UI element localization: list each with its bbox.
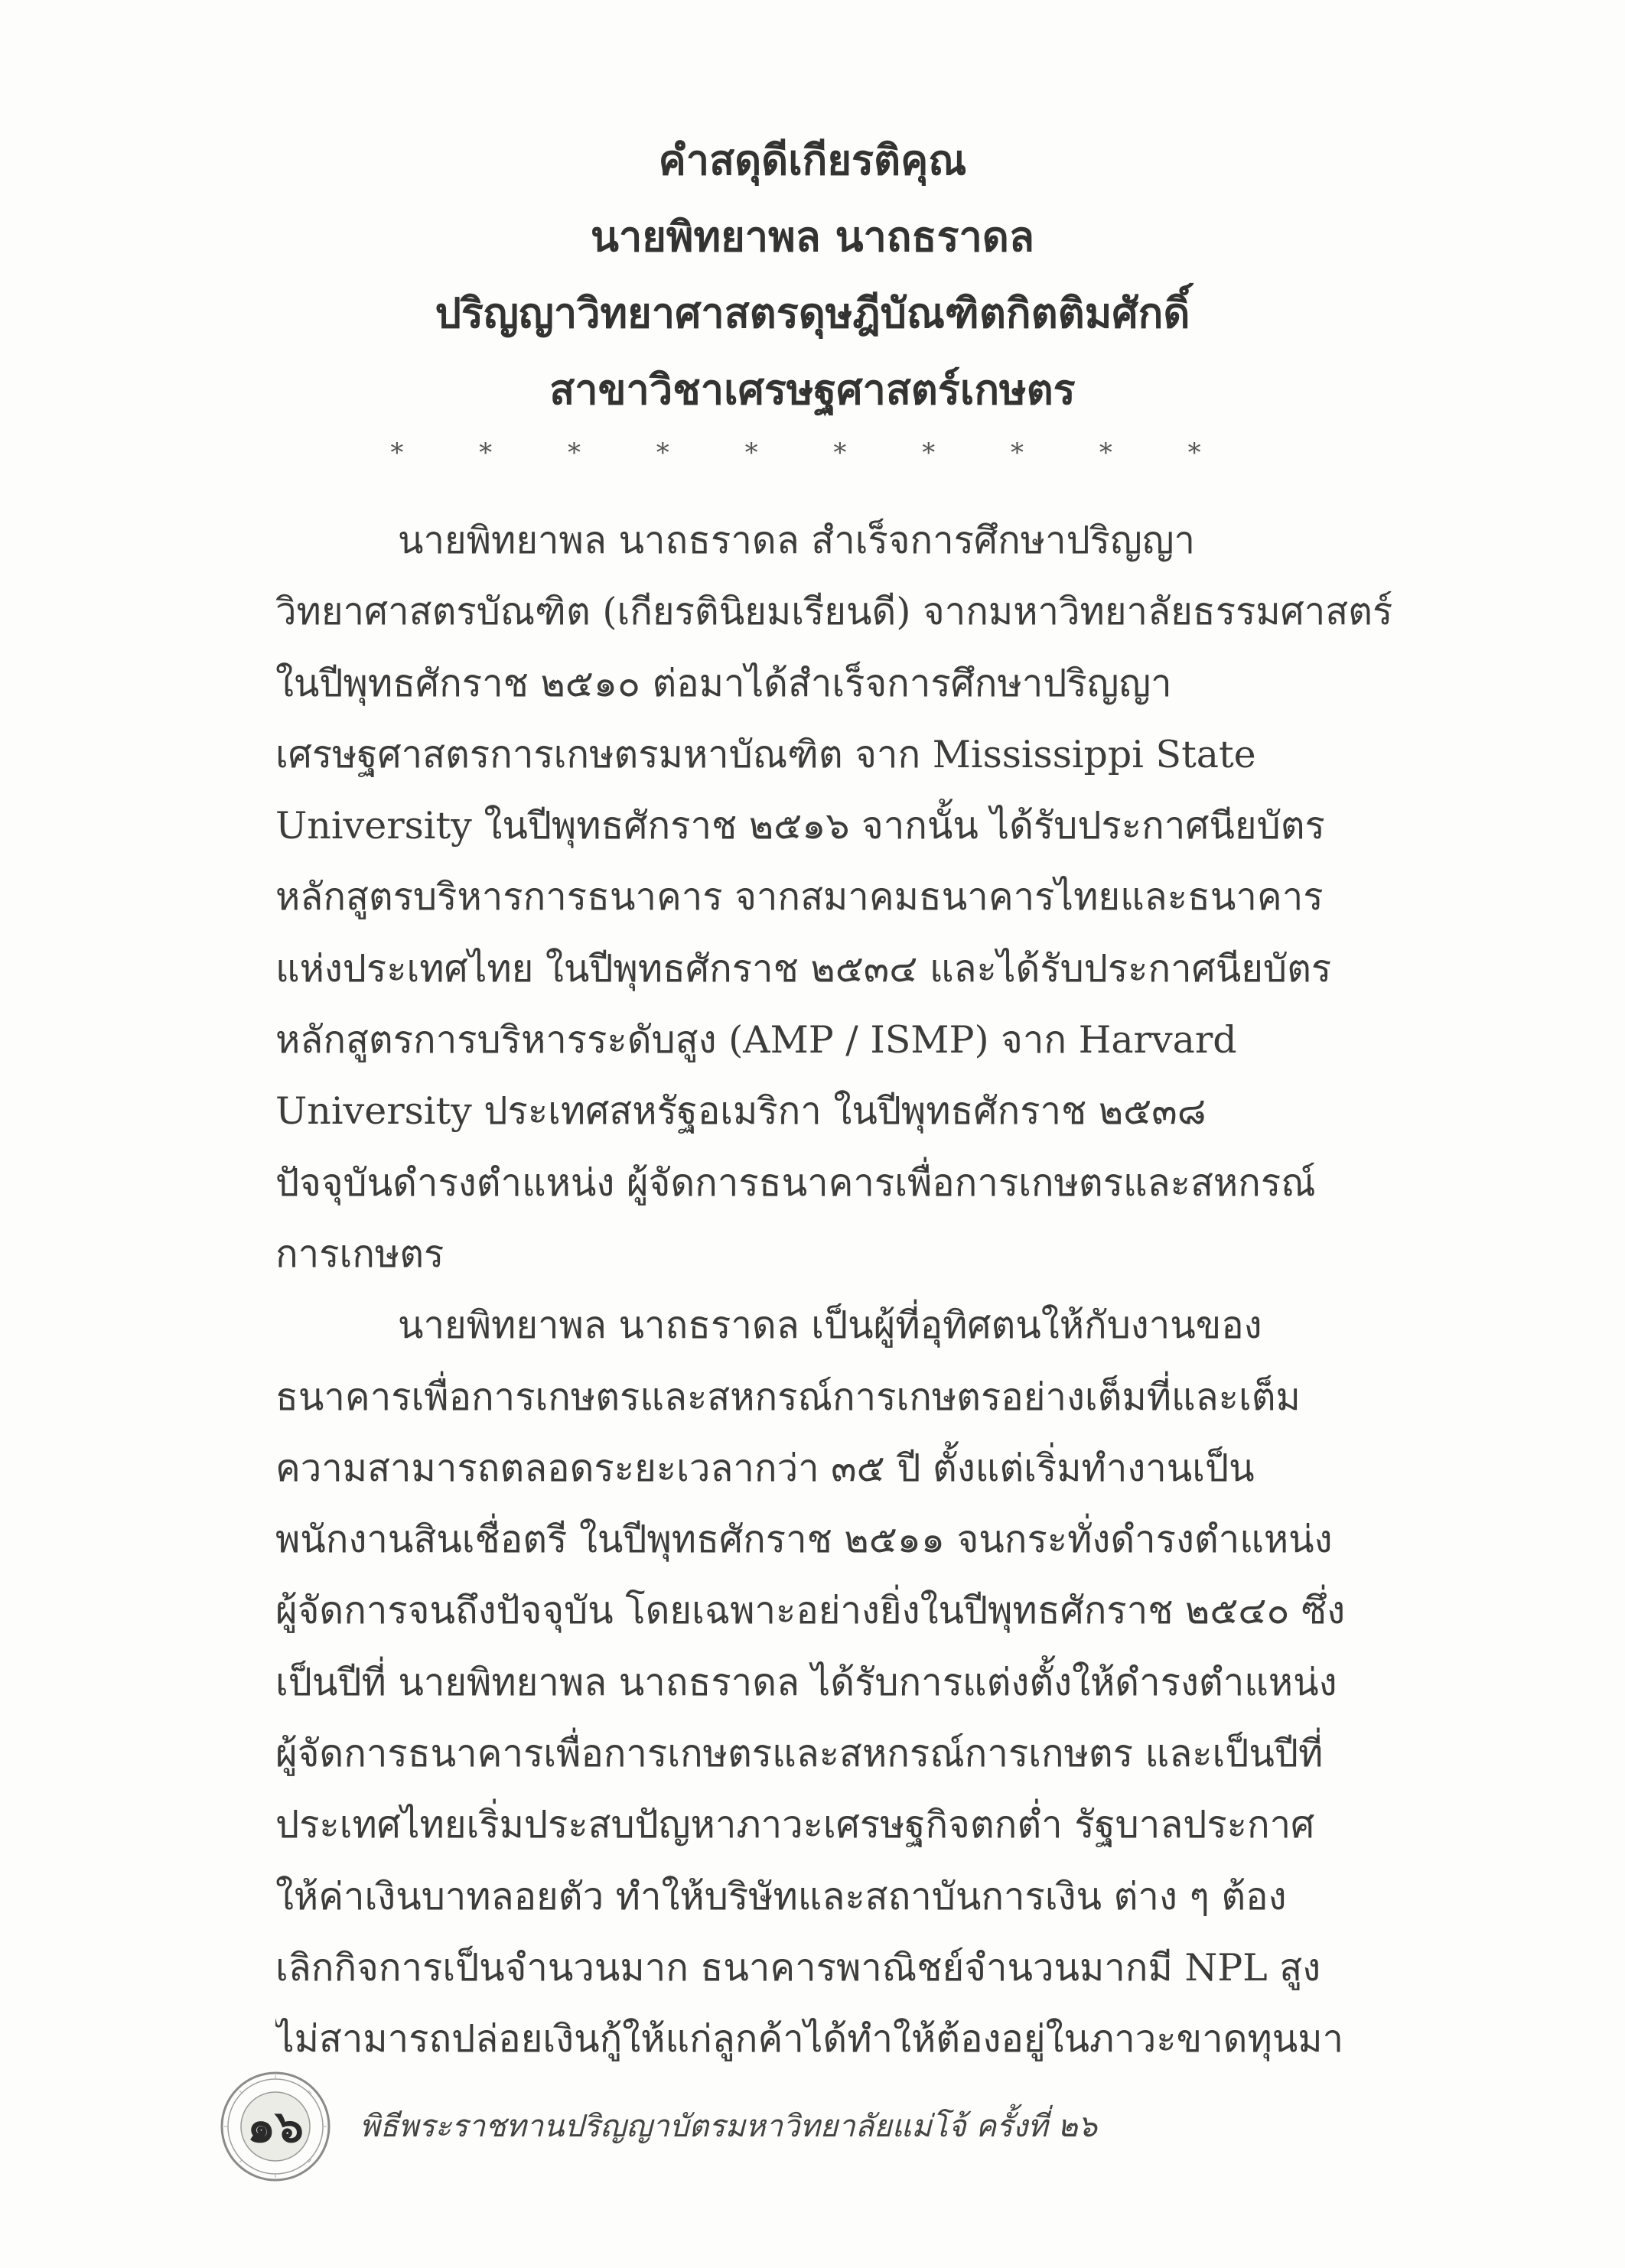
text-line: University ประเทศสหรัฐอเมริกา ในปีพุทธศักราช ๒๕๓๘	[275, 1089, 1207, 1134]
text-line: ไม่สามารถปล่อยเงินกู้ให้แก่ลูกค้าได้ทำให้ต้องอยู่ในภาวะขาดทุนมา	[275, 2017, 1344, 2061]
text-line: พนักงานสินเชื่อตรี ในปีพุทธศักราช ๒๕๑๑ จนกระทั่งดำรงตำแหน่ง	[275, 1518, 1333, 1562]
title-citation: คำสดุดีเกียรติคุณ	[658, 136, 967, 184]
text-line: ในปีพุทธศักราช ๒๕๑๐ ต่อมาได้สำเร็จการศึกษาปริญญา	[275, 661, 1172, 705]
separator-stars: * * * * * * * * * *	[390, 438, 1235, 468]
text-line: University ในปีพุทธศักราช ๒๕๑๖ จากนั้น ได้รับประกาศนียบัตร	[275, 804, 1325, 848]
text-line: ผู้จัดการธนาคารเพื่อการเกษตรและสหกรณ์การเกษตร และเป็นปีที่	[275, 1732, 1324, 1776]
text-line: หลักสูตรการบริหารระดับสูง (AMP / ISMP) จาก Harvard	[275, 1018, 1237, 1062]
text-line: นายพิทยาพล นาถธราดล สำเร็จการศึกษาปริญญา	[398, 519, 1196, 562]
text-line: การเกษตร	[275, 1232, 445, 1276]
text-line: เศรษฐศาสตรการเกษตรมหาบัณฑิต จาก Mississippi State	[275, 732, 1256, 776]
text-line: หลักสูตรบริหารการธนาคาร จากสมาคมธนาคารไทยและธนาคาร	[275, 875, 1324, 919]
paragraph-career	[275, 1290, 1446, 2074]
text-line: ให้ค่าเงินบาทลอยตัว ทำให้บริษัทและสถาบันการเงิน ต่าง ๆ ต้อง	[275, 1874, 1287, 1918]
text-line: ความสามารถตลอดระยะเวลากว่า ๓๕ ปี ตั้งแต่เริ่มทำงานเป็น	[275, 1446, 1255, 1490]
text-line: เลิกกิจการเป็นจำนวนมาก ธนาคารพาณิชย์จำนวนมากมี NPL สูง	[275, 1945, 1321, 1990]
title-field: สาขาวิชาเศรษฐศาสตร์เกษตร	[549, 366, 1076, 414]
text-line: วิทยาศาสตรบัณฑิต (เกียรตินิยมเรียนดี) จากมหาวิทยาลัยธรรมศาสตร์	[275, 590, 1393, 634]
text-line: เป็นปีที่ นายพิทยาพล นาถธราดล ได้รับการแต่งตั้งให้ดำรงตำแหน่ง	[275, 1660, 1337, 1704]
title-block	[0, 122, 1625, 428]
title-degree: ปริญญาวิทยาศาสตรดุษฎีบัณฑิตกิตติมศักดิ์	[435, 289, 1190, 337]
document-body	[275, 505, 1446, 2075]
footer-ceremony-text: พิธีพระราชทานปริญญาบัตรมหาวิทยาลัยแม่โจ้ ครั้งที่ ๒๖	[360, 2109, 1098, 2144]
text-line: แห่งประเทศไทย ในปีพุทธศักราช ๒๕๓๔ และได้รับประกาศนียบัตร	[275, 946, 1332, 991]
title-recipient-name: นายพิทยาพล นาถธราดล	[591, 213, 1034, 261]
text-line: ปัจจุบันดำรงตำแหน่ง ผู้จัดการธนาคารเพื่อการเกษตรและสหกรณ์	[275, 1160, 1316, 1205]
text-line: นายพิทยาพล นาถธราดล เป็นผู้ที่อุทิศตนให้กับงานของ	[398, 1303, 1262, 1348]
page-number: ๑๖	[247, 2100, 304, 2152]
text-line: ประเทศไทยเริ่มประสบปัญหาภาวะเศรษฐกิจตกต่ำ รัฐบาลประกาศ	[275, 1803, 1315, 1847]
paragraph-education	[275, 505, 1446, 1290]
text-line: ผู้จัดการจนถึงปัจจุบัน โดยเฉพาะอย่างยิ่งในปีพุทธศักราช ๒๕๔๐ ซึ่ง	[275, 1589, 1346, 1633]
page-footer	[218, 2069, 1366, 2184]
text-line: ธนาคารเพื่อการเกษตรและสหกรณ์การเกษตรอย่างเต็มที่และเต็ม	[275, 1375, 1301, 1419]
